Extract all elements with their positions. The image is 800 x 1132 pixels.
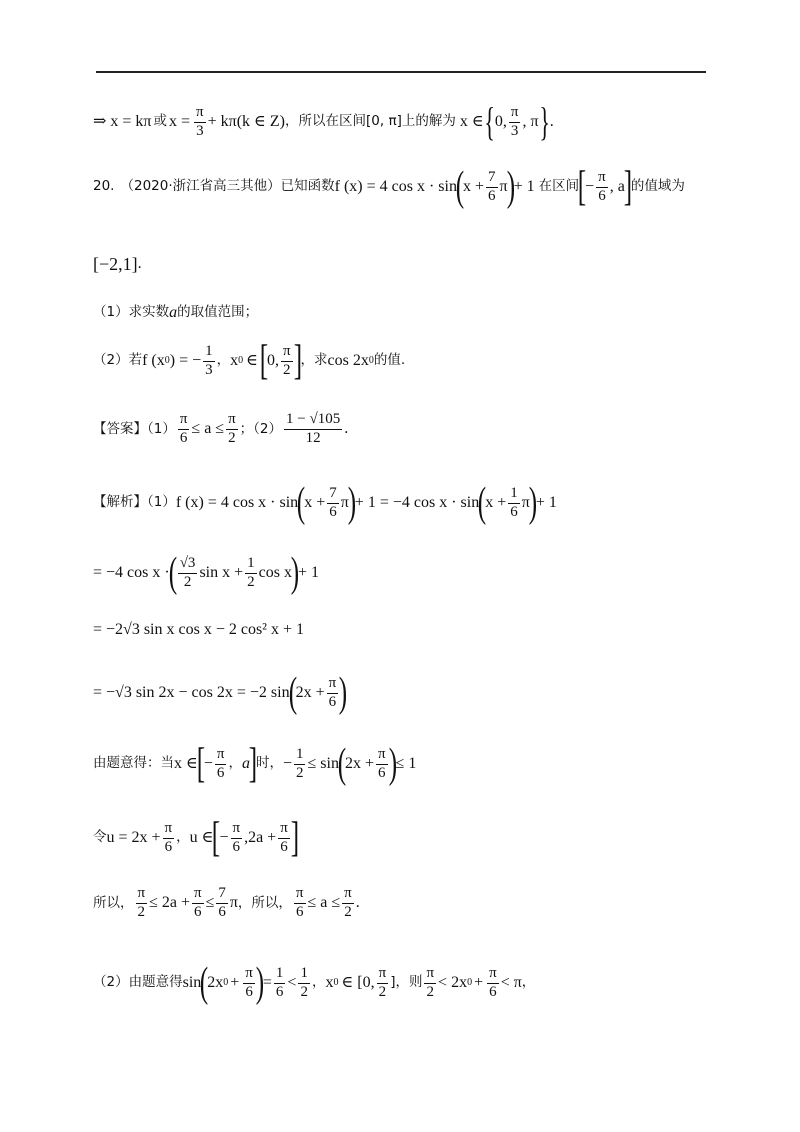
frac-den: 6 <box>329 503 337 520</box>
frac-den: 6 <box>216 764 225 781</box>
lt: < <box>287 974 297 991</box>
two-x-plus: 2x + <box>295 684 325 701</box>
fraction-7-6 <box>327 486 339 521</box>
q2-zero: 0, <box>266 352 279 369</box>
fraction-1-6 <box>274 966 286 1001</box>
plus-one: + 1 <box>297 564 319 581</box>
frac-num: 7 <box>216 886 228 904</box>
problem-20-statement <box>93 166 685 208</box>
x-equals: x = <box>169 113 191 130</box>
frac-den: 6 <box>164 838 173 855</box>
fraction-pi-6 <box>215 747 227 782</box>
frac-num: π <box>342 886 354 904</box>
frac-num: 1 <box>203 344 215 362</box>
analysis-expr-3: = −4 cos x · <box>93 564 170 581</box>
paren-close: ) <box>506 164 515 210</box>
comma: ， <box>176 829 190 846</box>
part2-label: （2）由题意得 <box>93 974 183 991</box>
period: . <box>549 113 554 130</box>
two-x-plus: 2x + <box>344 755 374 772</box>
frac-num: π <box>487 966 499 984</box>
fraction-pi-6 <box>163 821 175 856</box>
in-interval: ∈ [0, <box>341 974 375 991</box>
previous-solution-line <box>93 99 554 144</box>
frac-den: 6 <box>295 903 304 920</box>
frac-num: 1 <box>245 556 257 574</box>
fraction-sqrt3-2 <box>178 556 198 591</box>
answer-sep: ；（2） <box>239 420 283 437</box>
frac-num: 1 <box>274 966 286 984</box>
frac-num: π <box>278 821 290 839</box>
frac-num: π <box>294 886 306 904</box>
when-suffix: 时， <box>255 755 283 772</box>
q2-ask: ，求 <box>300 352 328 369</box>
fraction-pi-6 <box>376 747 388 782</box>
period: . <box>355 894 360 912</box>
frac-den: 6 <box>598 187 606 204</box>
fraction-pi-6 <box>294 886 306 921</box>
pi-symbol: π <box>340 494 349 511</box>
let-text: 令 <box>93 829 107 846</box>
q1-var: a <box>169 304 178 321</box>
u-in: u ∈ <box>189 829 214 846</box>
set-pi: , π <box>522 113 539 130</box>
frac-den: 6 <box>489 983 497 1000</box>
so-text-2: ，所以， <box>237 894 292 911</box>
frac-den: 2 <box>137 903 146 920</box>
frac-den: 6 <box>328 693 337 710</box>
frac-num: 1 <box>294 747 306 765</box>
frac-num: π <box>194 105 206 123</box>
q2-cos: cos 2x <box>327 352 369 369</box>
fraction-1-2 <box>294 747 306 782</box>
analysis-line-2: = −4 cos x · ( $\frac{√3}{2}$ sin x + $\frac{1}{2}$ cos x ) + 1 <box>93 550 319 596</box>
analysis-line-1: 【解析】（1） f (x) = 4 cos x · sin ( x + $\frac{7}{6}$ π ) + 1 = −4 cos x · sin ( x + $\frac{1}{6}$ π ) + 1 <box>93 480 557 526</box>
frac-num: π <box>509 105 521 123</box>
answer-line <box>93 412 348 447</box>
frac-num: π <box>243 966 255 984</box>
leq: ≤ <box>205 894 215 912</box>
u-def: u = 2x + <box>106 829 161 846</box>
period: . <box>137 255 142 272</box>
when-text: 由题意得：当 <box>93 755 174 772</box>
fraction-pi-2 <box>342 886 354 921</box>
frac-den: 2 <box>426 983 434 1000</box>
interval-a: , a <box>609 178 625 195</box>
q1-label: （1）求实数 <box>93 304 170 321</box>
analysis-label: 【解析】（1） <box>93 494 176 511</box>
q2-eq: ) = − <box>169 352 202 369</box>
frac-num: π <box>226 412 238 430</box>
frac-num: √3 <box>178 556 198 574</box>
frac-num: 7 <box>486 170 498 188</box>
part-2-line: （2）由题意得 sin ( 2x 0 + $\frac{\pi}{6}$ ) = $\frac{1}{6}$ < $\frac{1}{2}$ ， x 0 ∈ [0, $\frac{\pi}{2}$ ]，则 $\frac{\pi}{2}$ < 2x 0 + $\frac{\pi}{6}$ < π ， <box>93 960 536 1006</box>
q2-label: （2）若 <box>93 352 143 369</box>
frac-den: 2 <box>295 764 304 781</box>
frac-den: 6 <box>510 503 518 520</box>
analysis-line-6: 令 u = 2x + $\frac{\pi}{6}$ ， u ∈ [ − $\frac{\pi}{6}$ ,2a + $\frac{\pi}{6}$ ] <box>93 815 299 861</box>
k-pi-term: + kπ(k ∈ Z) <box>207 113 285 130</box>
fraction-pi-2 <box>226 412 238 447</box>
fraction-answer-2 <box>284 412 342 447</box>
frac-num: π <box>215 747 227 765</box>
fraction-pi-6 <box>596 170 608 205</box>
pi-symbol: π <box>229 894 238 912</box>
frac-num: π <box>178 412 190 430</box>
a-range: ≤ a ≤ <box>191 420 225 438</box>
frac-num: π <box>596 170 608 188</box>
frac-num: π <box>424 966 436 984</box>
neg-sign: − <box>282 755 292 772</box>
two-x: 2x <box>207 974 224 991</box>
frac-num: π <box>192 886 204 904</box>
function-def: f (x) = 4 cos x · sin <box>334 178 457 195</box>
frac-den: 2 <box>300 983 308 1000</box>
subscript-0: 0 <box>164 355 170 366</box>
q2-x0: x <box>230 352 239 369</box>
fraction-7-6 <box>216 886 228 921</box>
brace-close: } <box>538 99 550 144</box>
fraction-1-2 <box>245 556 257 591</box>
fraction-pi-6 <box>231 821 243 856</box>
frac-num: π <box>377 966 389 984</box>
fraction-pi-2 <box>281 344 293 379</box>
fraction-pi-6 <box>243 966 255 1001</box>
bracket-close: ] <box>293 338 302 384</box>
frac-den: 12 <box>305 429 321 446</box>
pi-symbol: π <box>499 178 508 195</box>
x-in: x ∈ <box>174 755 198 772</box>
header-rule <box>96 71 706 73</box>
leq-2a-plus: ≤ 2a + <box>149 894 190 912</box>
inner-x-plus: x + <box>462 178 485 195</box>
two-a-plus: ,2a + <box>244 829 277 846</box>
comma: ， <box>311 974 326 991</box>
frac-num: 7 <box>327 486 339 504</box>
cosx: cos x <box>258 564 292 581</box>
neg-sign: − <box>585 178 595 195</box>
analysis-line-7 <box>93 886 360 921</box>
fraction-pi-6 <box>278 821 290 856</box>
analysis-expr-1: f (x) = 4 cos x · sin <box>175 494 299 511</box>
fraction-pi-2 <box>424 966 436 1001</box>
frac-num: 1 <box>508 486 520 504</box>
analysis-line-4: = −√3 sin 2x − cos 2x = −2 sin ( 2x + $\frac{\pi}{6}$ ) <box>93 670 348 716</box>
frac-den: 2 <box>283 361 291 378</box>
leq-sin: ≤ sin <box>307 755 339 772</box>
x-plus: x + <box>304 494 326 511</box>
plus: + <box>474 974 484 991</box>
frac-num: π <box>327 676 339 694</box>
x-plus: x + <box>485 494 507 511</box>
frac-den: 2 <box>183 573 192 590</box>
frac-den: 6 <box>218 903 226 920</box>
implication-text: ⇒ x = kπ <box>93 113 152 130</box>
problem-number: 20. <box>93 178 115 195</box>
frac-den: 6 <box>378 764 386 781</box>
fraction-pi-3 <box>194 105 206 140</box>
frac-num: π <box>281 344 293 362</box>
bracket-open: [ <box>577 164 587 210</box>
paren-open: ( <box>455 164 465 210</box>
problem-source: （2020·浙江省高三其他）已知函数 <box>120 178 335 195</box>
analysis-expr-2: + 1 = −4 cos x · sin <box>354 494 480 511</box>
question-2: （2）若 f (x 0 ) = − $\frac{1}{3}$ ， x 0 ∈ [ 0, $\frac{\pi}{2}$ ] ，求 cos 2x 0 的值. <box>93 338 406 384</box>
fraction-pi-3-set <box>509 105 521 140</box>
plus-one: + 1 <box>535 494 557 511</box>
analysis-line-5: 由题意得：当 x ∈ [ − $\frac{\pi}{6}$ ， a ] 时， − $\frac{1}{2}$ ≤ sin ( 2x + $\frac{\pi}{6}$ ) ≤ 1 <box>93 741 417 787</box>
q1-rest: 的取值范围； <box>177 304 259 321</box>
frac-den: 6 <box>194 903 202 920</box>
fraction-pi-6 <box>178 412 190 447</box>
interval-solution-text: ，所以在区间[0, π]上的解为 <box>285 113 456 130</box>
interval-text: 在区间 <box>538 178 580 195</box>
fraction-pi-2 <box>377 966 389 1001</box>
fraction-1-6 <box>508 486 520 521</box>
bracket-close: ] <box>623 164 633 210</box>
sin: sin <box>182 974 202 991</box>
answer-label: 【答案】（1） <box>93 420 176 437</box>
eq: = <box>262 974 272 991</box>
frac-num: 1 − √105 <box>284 412 342 430</box>
frac-den: 2 <box>247 573 255 590</box>
or-text: 或 <box>153 113 168 130</box>
so-text: 所以， <box>93 894 134 911</box>
q2-in: ∈ <box>246 352 258 369</box>
range-text: 的值域为 <box>630 178 685 195</box>
frac-den: 6 <box>488 187 496 204</box>
x0: x <box>325 974 334 991</box>
q2-tail: 的值. <box>373 352 406 369</box>
sinx-plus: sin x + <box>199 564 244 581</box>
frac-den: 2 <box>378 983 387 1000</box>
frac-den: 2 <box>344 903 352 920</box>
range-value: [−2,1] <box>93 254 138 274</box>
frac-num: 1 <box>298 966 310 984</box>
pi-symbol: π <box>521 494 530 511</box>
fraction-pi-2 <box>136 886 148 921</box>
frac-den: 2 <box>228 429 236 446</box>
frac-den: 6 <box>275 983 284 1000</box>
analysis-expr-4: = −2√3 sin x cos x − 2 cos² x + 1 <box>93 621 304 638</box>
lt-2x: < 2x <box>438 974 468 991</box>
then-text: ]，则 <box>390 974 423 991</box>
frac-num: π <box>163 821 175 839</box>
frac-den: 3 <box>510 122 519 139</box>
frac-num: π <box>231 821 243 839</box>
leq-a-leq: ≤ a ≤ <box>307 894 341 912</box>
comma: ， <box>521 974 536 991</box>
frac-den: 3 <box>205 361 213 378</box>
frac-den: 3 <box>196 122 204 139</box>
frac-den: 6 <box>280 838 288 855</box>
question-1 <box>93 305 258 321</box>
set-zero: 0, <box>494 113 507 130</box>
bracket-open: [ <box>259 338 269 384</box>
fraction-pi-6 <box>487 966 499 1001</box>
fraction-7-6 <box>486 170 498 205</box>
fraction-pi-6 <box>327 676 339 711</box>
brace-open: { <box>484 99 495 144</box>
q2-f: f (x <box>142 352 165 369</box>
range-value-line <box>93 255 142 273</box>
frac-den: 6 <box>245 983 253 1000</box>
fraction-pi-6 <box>192 886 204 921</box>
x-in: x ∈ <box>459 113 484 130</box>
plus-one: + 1 <box>513 178 535 195</box>
fraction-1-2 <box>298 966 310 1001</box>
var-a: a <box>241 755 250 772</box>
frac-den: 6 <box>232 838 241 855</box>
period: . <box>344 420 349 438</box>
analysis-expr-5: = −√3 sin 2x − cos 2x = −2 sin <box>93 684 290 701</box>
analysis-line-3 <box>93 622 304 638</box>
frac-den: 6 <box>179 429 188 446</box>
leq-one: ≤ 1 <box>395 755 417 772</box>
fraction-1-3 <box>203 344 215 379</box>
lt-pi: < π <box>500 974 522 991</box>
frac-num: π <box>136 886 148 904</box>
frac-num: π <box>376 747 388 765</box>
